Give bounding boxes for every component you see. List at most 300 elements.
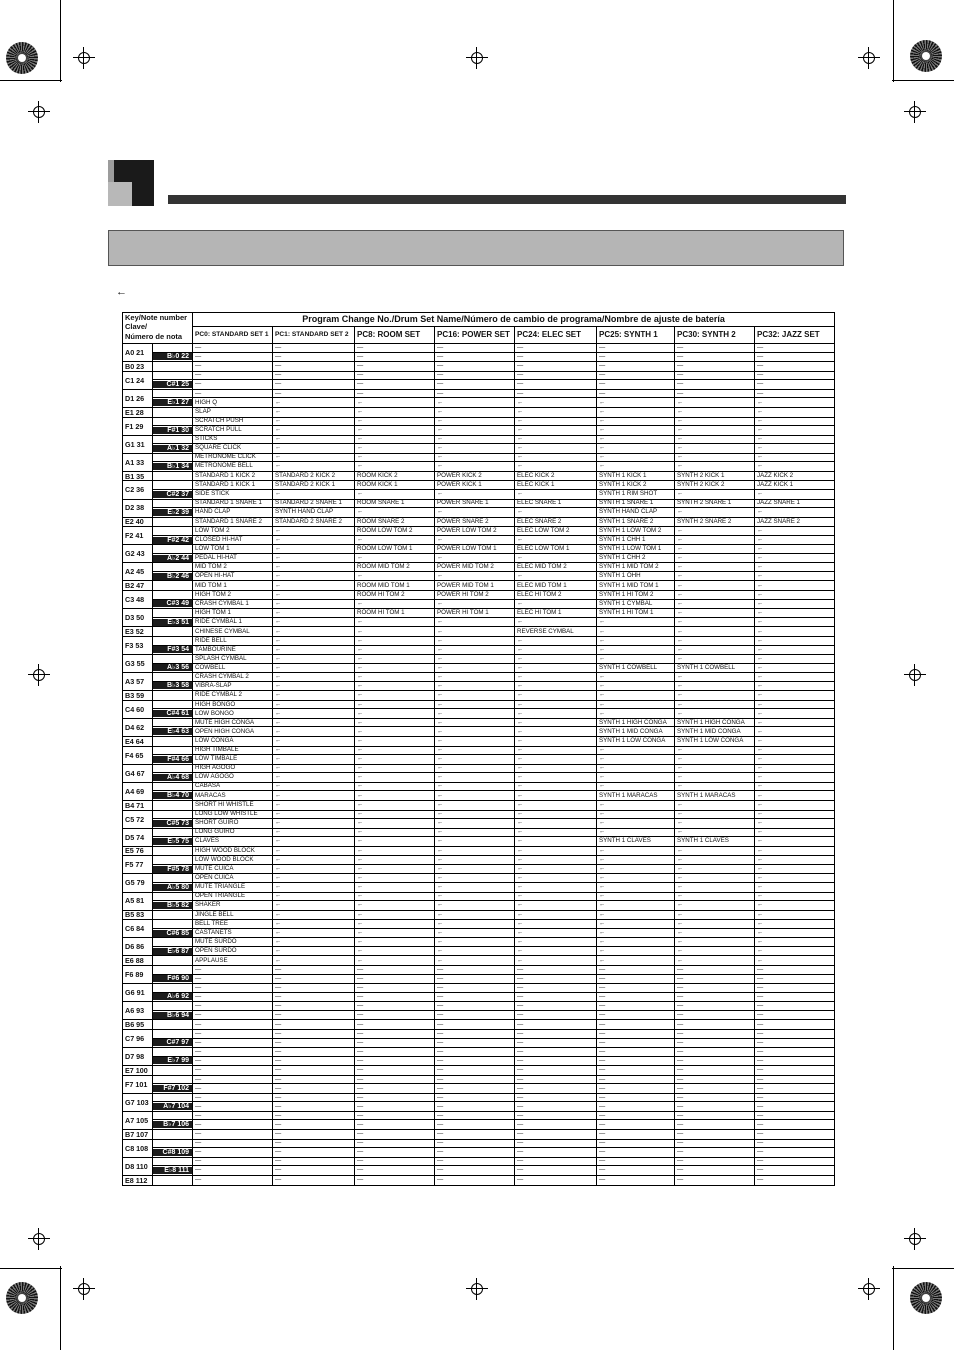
drum-sound-cell: — [515,371,597,380]
drum-sound-cell: ← [755,462,835,472]
black-key-label: F#6 90 [153,975,192,982]
drum-sound-cell: ← [273,700,355,709]
white-key-label: D1 26 [123,389,153,407]
drum-sound-cell: — [675,984,755,993]
drum-sound-cell: — [515,1093,597,1102]
drum-sound-cell: ← [755,527,835,536]
table-row [123,344,835,353]
drum-sound-cell: ← [755,591,835,600]
column-header: PC30: SYNTH 2 [675,327,755,344]
table-row [123,371,835,380]
key-spacer-cell [153,371,193,380]
table-row [123,637,835,646]
key-spacer-cell [153,1157,193,1166]
drum-sound-cell: ← [355,810,435,819]
drum-sound-cell: ← [755,736,835,746]
drum-sound-cell: — [193,344,273,353]
black-key-cell [153,1166,193,1176]
drum-sound-cell: ← [755,883,835,893]
drum-sound-cell: — [193,1157,273,1166]
drum-sound-cell: — [597,352,675,362]
drum-sound-cell: ← [755,928,835,938]
drum-sound-cell: — [515,1066,597,1076]
drum-sound-cell: — [435,1111,515,1120]
table-row [123,956,835,966]
drum-sound-cell: ← [355,490,435,500]
black-key-cell [153,974,193,984]
drum-sound-cell: ← [435,417,515,426]
drum-sound-cell: — [355,344,435,353]
key-spacer-cell [153,718,193,727]
drum-sound-cell: ← [755,571,835,581]
table-row [123,1129,835,1139]
key-header-line-3: Número de nota [125,331,183,341]
white-key-label: D5 74 [123,828,153,846]
table-row [123,910,835,920]
black-key-cell [153,1084,193,1094]
drum-sound-cell: — [755,1066,835,1076]
drum-sound-cell: — [515,1084,597,1094]
drum-sound-cell: POWER HI TOM 2 [435,591,515,600]
drum-sound-cell: ← [755,645,835,655]
table-row [123,1030,835,1039]
drum-sound-cell: ← [273,928,355,938]
drum-sound-cell: ← [597,700,675,709]
drum-sound-cell: MID TOM 1 [193,581,273,591]
drum-sound-cell: ← [597,874,675,883]
drum-sound-cell: — [597,1139,675,1148]
drum-sound-cell: ← [435,846,515,856]
drum-sound-cell: — [193,352,273,362]
drum-sound-cell: — [597,1075,675,1084]
drum-sound-cell: ← [597,910,675,920]
table-row [123,380,835,390]
drum-sound-cell: ← [515,681,597,691]
drum-sound-cell: SYNTH 1 LOW CONGA [597,736,675,746]
drum-sound-cell: ← [675,545,755,554]
drum-sound-cell: SYNTH 1 MID CONGA [675,727,755,737]
drum-sound-cell: ← [435,800,515,810]
white-key-label: B1 35 [123,471,153,481]
drum-sound-cell: ROOM KICK 1 [355,481,435,490]
drum-sound-cell: ← [273,938,355,947]
drum-sound-cell: — [355,974,435,984]
black-key-label: B♭1 34 [153,463,192,470]
drum-sound-cell: ← [355,773,435,783]
drum-sound-cell: ← [675,591,755,600]
black-key-cell [153,837,193,847]
drum-sound-cell: OPEN HIGH CONGA [193,727,273,737]
drum-sound-cell: — [755,1129,835,1139]
drum-sound-cell: — [675,1148,755,1158]
drum-sound-cell: ← [515,462,597,472]
drum-sound-cell: SYNTH 1 MID CONGA [597,727,675,737]
white-key-label: C7 96 [123,1030,153,1048]
drum-sound-cell: ← [755,874,835,883]
drum-sound-cell: COWBELL [193,663,273,673]
table-row [123,417,835,426]
drum-sound-cell: ELEC HI TOM 1 [515,609,597,618]
white-key-label: E4 64 [123,736,153,746]
drum-sound-cell: STANDARD 1 SNARE 1 [193,499,273,508]
drum-sound-cell: ← [435,645,515,655]
drum-sound-cell: ← [675,810,755,819]
table-row [123,700,835,709]
drum-sound-cell: — [515,966,597,975]
drum-sound-cell: ← [597,846,675,856]
drum-sound-cell: ← [597,864,675,874]
drum-sound-cell: ← [355,800,435,810]
white-key-label: B3 59 [123,691,153,701]
drum-sound-cell: — [597,380,675,390]
drum-sound-cell: — [435,389,515,398]
black-key-label: B♭2 46 [153,573,192,580]
drum-sound-cell: — [515,362,597,372]
key-spacer-cell [153,846,193,856]
white-key-label: D7 98 [123,1048,153,1066]
white-key-label: A1 33 [123,453,153,471]
drum-sound-cell: ← [355,508,435,518]
black-key-cell [153,901,193,911]
black-key-label: F#4 66 [153,756,192,763]
drum-sound-cell: — [755,1030,835,1039]
drum-sound-cell: — [675,1175,755,1185]
drum-sound-cell: — [273,1030,355,1039]
drum-sound-cell: ← [515,764,597,773]
drum-sound-cell: ← [273,535,355,545]
drum-sound-cell: ← [273,819,355,829]
drum-sound-cell: — [193,1093,273,1102]
drum-sound-cell: ← [755,681,835,691]
drum-sound-cell: OPEN TRIANGLE [193,892,273,901]
column-header: PC16: POWER SET [435,327,515,344]
white-key-label: B5 83 [123,910,153,920]
drum-sound-cell: ← [355,956,435,966]
drum-sound-cell: ← [675,892,755,901]
drum-sound-cell: — [435,1093,515,1102]
drum-sound-cell: — [435,1175,515,1185]
drum-sound-cell: ← [755,709,835,719]
drum-sound-cell: ← [273,407,355,417]
drum-sound-cell: ← [355,755,435,765]
drum-sound-cell: OPEN SURDO [193,946,273,956]
drum-sound-cell: SYNTH 1 RIM SHOT [597,490,675,500]
drum-sound-cell: HIGH WOOD BLOCK [193,846,273,856]
table-row [123,755,835,765]
white-key-label: E3 52 [123,627,153,637]
drum-sound-cell: ← [515,718,597,727]
drum-sound-cell: — [675,1020,755,1030]
drum-sound-cell: — [675,1139,755,1148]
drum-sound-cell: ← [273,645,355,655]
drum-sound-cell: REVERSE CYMBAL [515,627,597,637]
table-row [123,663,835,673]
drum-sound-cell: — [355,1048,435,1057]
drum-sound-cell: ← [755,892,835,901]
drum-sound-cell: — [597,371,675,380]
key-spacer-cell [153,527,193,536]
drum-sound-cell: APPLAUSE [193,956,273,966]
drum-sound-cell: ELEC LOW TOM 2 [515,527,597,536]
drum-sound-cell: ← [435,727,515,737]
drum-sound-cell: ← [597,755,675,765]
table-row [123,764,835,773]
drum-sound-cell: ← [435,637,515,646]
table-row [123,938,835,947]
drum-sound-cell: — [273,1038,355,1048]
drum-sound-cell: SYNTH 1 KICK 2 [597,481,675,490]
drum-sound-cell: ← [435,398,515,408]
drum-sound-cell: ← [435,681,515,691]
white-key-label: C8 108 [123,1139,153,1157]
drum-sound-cell: — [675,1030,755,1039]
trim-line [893,1266,894,1350]
table-row [123,673,835,682]
drum-sound-cell: — [515,1056,597,1066]
drum-sound-cell: LOW WOOD BLOCK [193,856,273,865]
drum-sound-cell: — [435,1148,515,1158]
drum-sound-cell: — [755,389,835,398]
drum-sound-cell: SLAP [193,407,273,417]
drum-sound-cell: SYNTH 1 LOW TOM 1 [597,545,675,554]
drum-sound-cell: — [597,1020,675,1030]
table-row [123,407,835,417]
drum-sound-cell: SYNTH 1 HIGH CONGA [675,718,755,727]
key-spacer-cell [153,407,193,417]
white-key-label: F3 53 [123,637,153,655]
crosshair-mark [73,47,95,69]
drum-sound-cell: POWER MID TOM 1 [435,581,515,591]
white-key-label: E2 40 [123,517,153,527]
white-key-label: C6 84 [123,920,153,938]
drum-sound-cell: SYNTH 1 CHH 1 [597,535,675,545]
drum-sound-cell: ← [597,417,675,426]
drum-sound-cell: ← [755,435,835,444]
drum-sound-cell: ← [515,791,597,801]
crosshair-mark [73,1278,95,1300]
drum-sound-cell: — [597,344,675,353]
drum-sound-cell: ← [355,946,435,956]
white-key-label: E7 100 [123,1066,153,1076]
drum-sound-cell: ← [355,837,435,847]
drum-sound-cell: SYNTH 1 SNARE 2 [597,517,675,527]
drum-sound-cell: ROOM LOW TOM 2 [355,527,435,536]
drum-sound-cell: ← [755,545,835,554]
drum-sound-cell: — [675,380,755,390]
white-key-label: A6 93 [123,1002,153,1020]
table-row [123,883,835,893]
drum-sound-cell: SIDE STICK [193,490,273,500]
drum-sound-cell: PEDAL HI-HAT [193,553,273,563]
drum-sound-cell: — [755,352,835,362]
drum-sound-cell: ← [515,571,597,581]
drum-sound-cell: ← [515,645,597,655]
drum-sound-cell: ← [597,462,675,472]
table-row [123,727,835,737]
drum-sound-cell: ← [597,773,675,783]
drum-sound-cell: — [273,992,355,1002]
drum-sound-cell: ← [755,508,835,518]
drum-sound-cell: ← [675,599,755,609]
drum-sound-cell: — [435,1048,515,1057]
drum-sound-cell: — [435,1020,515,1030]
drum-sound-cell: — [355,992,435,1002]
drum-sound-cell: ← [435,819,515,829]
drum-sound-cell: ← [515,901,597,911]
black-key-cell [153,727,193,737]
drum-sound-cell: — [675,1111,755,1120]
drum-sound-cell: HIGH TIMBALE [193,746,273,755]
drum-sound-cell: — [515,1157,597,1166]
key-spacer-cell [153,1002,193,1011]
drum-sound-cell: ← [597,453,675,462]
drum-sound-cell: ← [755,782,835,791]
key-spacer-cell [153,920,193,929]
drum-sound-cell: ← [755,800,835,810]
drum-sound-cell: POWER LOW TOM 1 [435,545,515,554]
white-key-label: G4 67 [123,764,153,782]
drum-sound-cell: LOW TOM 1 [193,545,273,554]
drum-sound-cell: ← [515,883,597,893]
drum-sound-cell: ← [597,819,675,829]
drum-sound-cell: — [755,1075,835,1084]
table-row [123,617,835,627]
black-key-label: A♭5 80 [153,884,192,891]
drum-sound-cell: ← [355,663,435,673]
drum-sound-cell: ← [435,764,515,773]
drum-sound-cell: — [597,1056,675,1066]
black-key-label: A♭3 56 [153,664,192,671]
drum-sound-cell: — [355,1030,435,1039]
drum-sound-cell: LONG LOW WHISTLE [193,810,273,819]
crosshair-mark [466,47,488,69]
drum-sound-cell: — [273,1129,355,1139]
drum-sound-cell: ← [273,435,355,444]
table-row [123,681,835,691]
black-key-label: E♭4 63 [153,728,192,735]
column-header: PC32: JAZZ SET [755,327,835,344]
key-spacer-cell [153,874,193,883]
black-key-label: C#2 37 [153,491,192,498]
key-spacer-cell [153,938,193,947]
drum-sound-cell: ← [597,681,675,691]
drum-sound-cell: ROOM HI TOM 1 [355,609,435,618]
white-key-label: D8 110 [123,1157,153,1175]
drum-sound-cell: ← [435,864,515,874]
drum-sound-cell: ELEC HI TOM 2 [515,591,597,600]
white-key-label: G5 79 [123,874,153,892]
white-key-label: F2 41 [123,527,153,545]
drum-sound-cell: ← [435,673,515,682]
drum-sound-cell: — [355,1157,435,1166]
table-row [123,709,835,719]
black-key-label: A♭6 92 [153,993,192,1000]
drum-sound-cell: ← [755,864,835,874]
drum-sound-cell: ← [273,920,355,929]
drum-sound-cell: — [675,1056,755,1066]
black-key-cell [153,946,193,956]
table-row [123,736,835,746]
drum-sound-cell: ← [273,709,355,719]
drum-sound-cell: ← [755,910,835,920]
drum-sound-cell: ← [273,892,355,901]
table-row [123,352,835,362]
drum-sound-cell: ← [355,746,435,755]
drum-sound-cell: POWER KICK 2 [435,471,515,481]
black-key-label: F#1 30 [153,427,192,434]
white-key-label: C4 60 [123,700,153,718]
black-key-label: E♭5 75 [153,838,192,845]
drum-sound-cell: — [273,1102,355,1112]
drum-sound-cell: — [515,1120,597,1130]
drum-sound-cell: ← [273,617,355,627]
drum-sound-cell: ← [755,755,835,765]
drum-sound-cell: ← [435,928,515,938]
black-key-label: F#7 102 [153,1085,192,1092]
drum-sound-cell: ROOM SNARE 2 [355,517,435,527]
drum-sound-cell: ← [597,673,675,682]
drum-sound-cell: ← [675,755,755,765]
drum-sound-cell: ← [675,773,755,783]
drum-sound-cell: ← [273,490,355,500]
drum-sound-cell: OPEN HI-HAT [193,571,273,581]
drum-sound-cell: — [273,362,355,372]
drum-sound-cell: ← [273,846,355,856]
drum-sound-cell: — [435,1002,515,1011]
drum-sound-cell: — [273,1048,355,1057]
drum-sound-cell: HAND CLAP [193,508,273,518]
black-key-label: C#1 25 [153,381,192,388]
drum-sound-cell: — [193,1056,273,1066]
drum-sound-cell: ← [675,883,755,893]
crosshair-mark [466,1278,488,1300]
white-key-label: B2 47 [123,581,153,591]
drum-sound-cell: — [193,1066,273,1076]
drum-sound-cell: ← [675,856,755,865]
table-row [123,389,835,398]
drum-sound-cell: ← [435,773,515,783]
drum-sound-cell: — [597,1148,675,1158]
drum-sound-cell: ELEC MID TOM 2 [515,563,597,572]
drum-sound-cell: ← [515,800,597,810]
drum-sound-cell: ← [755,673,835,682]
drum-sound-cell: — [755,1111,835,1120]
drum-sound-cell: ← [675,673,755,682]
black-key-label: B♭4 70 [153,792,192,799]
drum-sound-cell: ← [675,645,755,655]
drum-sound-cell: ← [675,764,755,773]
drum-sound-cell: — [755,362,835,372]
table-row [123,1084,835,1094]
drum-sound-cell: ← [355,791,435,801]
table-row [123,1157,835,1166]
drum-sound-cell: BELL TREE [193,920,273,929]
key-spacer-cell [153,627,193,637]
drum-sound-cell: — [355,352,435,362]
drum-sound-cell: SHORT HI WHISTLE [193,800,273,810]
drum-sound-cell: ← [273,874,355,883]
drum-assignment-table [122,312,835,1186]
key-spacer-cell [153,910,193,920]
black-key-label: E♭7 99 [153,1057,192,1064]
table-row [123,819,835,829]
drum-sound-cell: ← [755,599,835,609]
black-key-cell [153,599,193,609]
drum-sound-cell: — [675,1093,755,1102]
table-row [123,499,835,508]
drum-sound-cell: ← [755,417,835,426]
drum-sound-cell: ← [597,946,675,956]
